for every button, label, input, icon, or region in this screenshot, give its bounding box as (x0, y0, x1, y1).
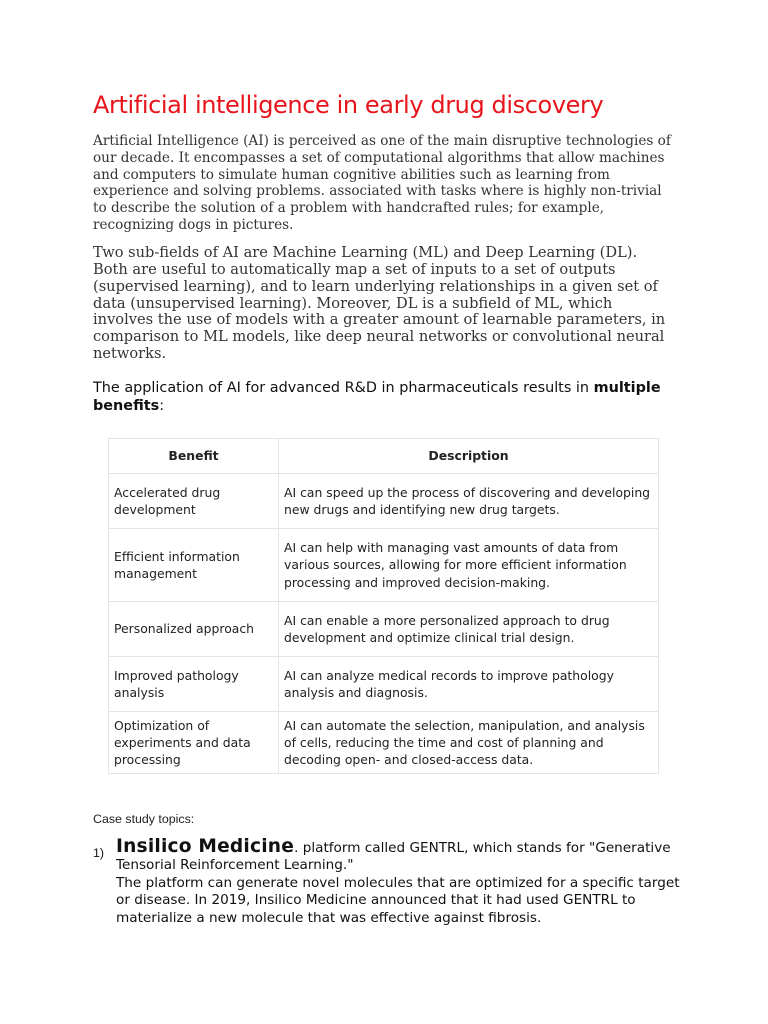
document-title: Artificial intelligence in early drug discovery (93, 91, 604, 119)
header-benefit: Benefit (109, 439, 279, 474)
application-paragraph (93, 380, 675, 415)
list-item (93, 838, 683, 927)
header-description: Description (279, 439, 659, 474)
table-header-row (109, 439, 659, 474)
description-cell: AI can help with managing vast amounts of data from various sources, allowing for more efficient information processing and improved decision-making. (279, 529, 659, 602)
benefit-cell: Efficient information management (109, 529, 279, 602)
table-row (109, 529, 659, 602)
company-lead: . platform called GENTRL, which stands for "Generative Tensorial Reinforcement Learning." (116, 840, 671, 874)
description-cell: AI can speed up the process of discovering and developing new drugs and identifying new drug targets. (279, 474, 659, 529)
company-name: Insilico Medicine (116, 836, 295, 857)
case-study-label: Case study topics: (93, 812, 195, 826)
benefit-cell: Optimization of experiments and data processing (109, 712, 279, 774)
list-number: 1) (93, 846, 105, 860)
subfields-paragraph: Two sub-fields of AI are Machine Learning (ML) and Deep Learning (DL). Both are useful to automatically map a set of inputs to a set of outputs (supervised learning), and to learn underlying relationships in a given set of data (unsupervised learning). Moreover, DL is a subfield of ML, which involves the use of models with a greater amount of learnable parameters, in comparison to ML models, like deep neural networks or convolutional neural networks. (93, 243, 666, 363)
description-cell: AI can analyze medical records to improve pathology analysis and diagnosis. (279, 657, 659, 712)
table-row (109, 712, 659, 774)
table-row (109, 602, 659, 657)
list-item-body (116, 838, 683, 927)
document-body (93, 90, 675, 415)
benefit-cell: Accelerated drug development (109, 474, 279, 529)
intro-paragraph: Artificial Intelligence (AI) is perceived as one of the main disruptive technologies of our decade. It encompasses a set of computational algorithms that allow machines and computers to simulate human cognitive abilities such as learning from experience and solving problems. associated with tasks where is highly non-trivial to describe the solution of a problem with handcrafted rules; for example, recognizing dogs in pictures. (93, 133, 671, 233)
benefit-cell: Improved pathology analysis (109, 657, 279, 712)
description-cell: AI can automate the selection, manipulation, and analysis of cells, reducing the time and cost of planning and decoding open- and closed-access data. (279, 712, 659, 774)
application-prefix: The application of AI for advanced R&D in pharmaceuticals results in (93, 380, 594, 397)
benefit-cell: Personalized approach (109, 602, 279, 657)
description-cell: AI can enable a more personalized approach to drug development and optimize clinical trial design. (279, 602, 659, 657)
benefits-table (108, 438, 659, 774)
company-detail: The platform can generate novel molecules that are optimized for a specific target or disease. In 2019, Insilico Medicine announced that it had used GENTRL to materialize a new molecule that was effective against fibrosis. (116, 874, 680, 926)
application-suffix: : (159, 397, 165, 414)
application-bold: multiple benefits (93, 380, 661, 414)
table-row (109, 474, 659, 529)
table-row (109, 657, 659, 712)
